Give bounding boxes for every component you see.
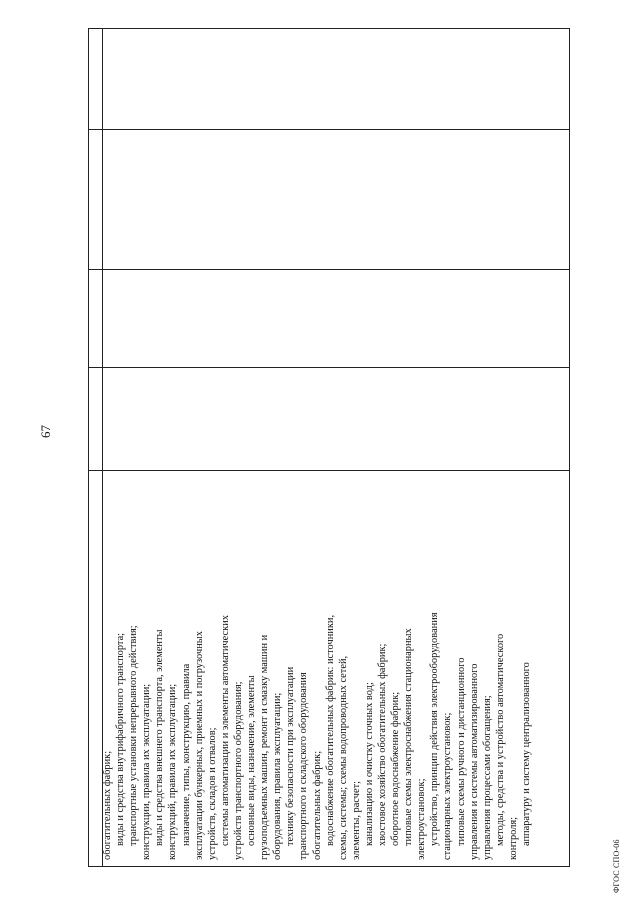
text-line: виды и средства внутрифабричного транспорта; <box>115 632 127 846</box>
page-number: 67 <box>38 425 53 438</box>
text-line: обогатительных фабрик; <box>102 750 113 860</box>
text-line: электроустановок; <box>416 778 428 860</box>
text-line: устройство, принцип действия электрооборудования <box>429 612 441 846</box>
text-line: обогатительных фабрик; <box>311 750 323 860</box>
curriculum-table <box>88 28 570 867</box>
text-line: схемы, системы; схемы водопроводных сетей, <box>337 655 349 860</box>
text-line: аппаратуру и систему централизованного <box>521 662 532 846</box>
text-line: системы автоматизации и элементы автоматических <box>219 615 231 846</box>
text-line: контроля; <box>507 816 519 860</box>
text-line: виды и средства внешнего транспорта, элементы <box>154 629 166 846</box>
text-line: транспортные установки непрерывного действия; <box>128 625 140 846</box>
text-line: устройств транспортного оборудования; <box>232 681 244 860</box>
text-line: транспортного и складского оборудования <box>298 672 310 860</box>
text-line: конструкции, правила их эксплуатации; <box>141 683 153 860</box>
text-line: конструкций, правила их эксплуатации; <box>167 683 179 860</box>
cell-text-block <box>101 32 556 860</box>
text-line: типовые схемы ручного и дистанционного <box>455 657 467 846</box>
text-line: управления процессами обогащения; <box>481 695 493 860</box>
text-line: грузоподъемных машин, ремонт и смазку машин и <box>259 634 271 860</box>
text-line: канализацию и очистку сточных вод; <box>363 682 375 846</box>
text-line: хвостовое хозяйство обогатительных фабрик; <box>376 643 388 846</box>
text-line: технику безопасности при эксплуатации <box>285 666 297 846</box>
text-line: типовые схемы электроснабжения стационарных <box>403 628 415 846</box>
text-line: стационарных электроустановок; <box>442 712 454 860</box>
text-line: устройств, складов и отвалов; <box>206 727 218 860</box>
text-line: водоснабжение обогатительных фабрик: источники, <box>324 614 336 846</box>
text-line: управления и системы автоматизированного <box>468 663 480 860</box>
text-line: назначение, типы, конструкцию, правила <box>180 663 192 846</box>
text-line: основные виды, назначение, элементы <box>246 675 258 846</box>
text-line: эксплуатации бункерных, приемных и погрузочных <box>193 631 205 860</box>
text-line: методы, средства и устройство автоматического <box>494 633 506 846</box>
footer-code: ФГОС СПО-06 <box>612 839 621 893</box>
text-line: оборотное водоснабжение фабрик; <box>390 691 402 846</box>
table-cell-knowledge <box>101 32 556 860</box>
text-line: элементы, расчет; <box>350 780 362 860</box>
text-line: оборудования, правила эксплуатации; <box>272 692 284 860</box>
